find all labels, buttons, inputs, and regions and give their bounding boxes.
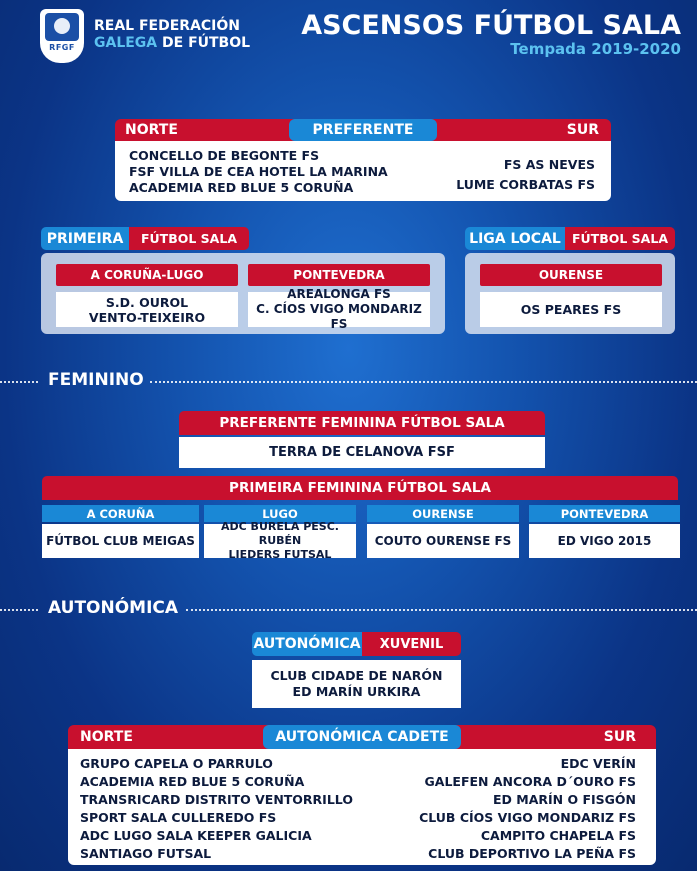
list-item: CONCELLO DE BEGONTE FS xyxy=(129,148,320,163)
cadete-norte-label: NORTE xyxy=(80,729,133,745)
list-item: AREALONGA FS xyxy=(287,287,391,301)
list-item: FÚTBOL CLUB MEIGAS xyxy=(46,534,195,548)
list-item: EDC VERÍN xyxy=(560,756,636,771)
feminina-team-box-2 xyxy=(204,520,356,561)
list-item: ADC LUGO SALA KEEPER GALICIA xyxy=(80,828,312,843)
liga-local-group-ourense: OURENSE xyxy=(480,264,662,286)
section-title-autonomica: AUTONÓMICA xyxy=(48,598,179,618)
feminina-group-a-coruna: A CORUÑA xyxy=(42,505,199,522)
cadete-sur-list xyxy=(419,755,636,863)
liga-local-label: LIGA LOCAL xyxy=(465,227,565,250)
list-item: CLUB DEPORTIVO LA PEÑA FS xyxy=(428,846,636,861)
page-title: ASCENSOS FÚTBOL SALA xyxy=(301,10,681,41)
primeira-feminina-title: PRIMEIRA FEMININA FÚTBOL SALA xyxy=(42,476,678,500)
rfgf-logo xyxy=(40,9,84,63)
preferente-card xyxy=(115,119,611,201)
shield-icon xyxy=(45,13,79,41)
list-item: S.D. OUROL xyxy=(105,294,189,310)
feminina-team-box-4 xyxy=(529,524,680,558)
primeira-group-a-coruna-lugo: A CORUÑA-LUGO xyxy=(56,264,238,286)
preferente-title: PREFERENTE xyxy=(289,119,437,141)
preferente-sur-list xyxy=(456,155,595,195)
list-item: FSF VILLA DE CEA HOTEL LA MARINA xyxy=(129,164,388,179)
list-item: ED VIGO 2015 xyxy=(557,534,652,548)
org-name-rest: DE FÚTBOL xyxy=(157,35,251,51)
divider-left-2 xyxy=(0,609,38,611)
primeira-team-box-1 xyxy=(56,292,238,327)
cadete-sur-label: SUR xyxy=(603,729,636,745)
primeira-group-pontevedra: PONTEVEDRA xyxy=(248,264,430,286)
list-item: COUTO OURENSE FS xyxy=(374,534,512,548)
list-item: ED MARÍN O FISGÓN xyxy=(493,792,636,807)
list-item: ADC BURELA PESC. RUBÉN xyxy=(221,520,339,547)
feminina-group-pontevedra: PONTEVEDRA xyxy=(529,505,680,522)
list-item: FS AS NEVES xyxy=(503,157,595,172)
list-item: LUME CORBATAS FS xyxy=(456,177,595,192)
xuvenil-sublabel: XUVENIL xyxy=(362,632,461,656)
cadete-card xyxy=(68,725,656,865)
preferente-feminina-team-box xyxy=(179,437,545,468)
list-item: TRANSRICARD DISTRITO VENTORRILLO xyxy=(80,792,353,807)
divider-left xyxy=(0,381,38,383)
xuvenil-label: AUTONÓMICA xyxy=(252,632,362,656)
logo-text: RFGF xyxy=(49,43,75,52)
liga-local-team-box xyxy=(480,292,662,327)
divider-right-2 xyxy=(186,609,697,611)
list-item: CAMPITO CHAPELA FS xyxy=(480,828,636,843)
list-item: CLUB CÍOS VIGO MONDARIZ FS xyxy=(419,810,636,825)
primeira-team-box-2 xyxy=(248,287,430,331)
season-subtitle: Tempada 2019-2020 xyxy=(510,40,681,58)
list-item: CLUB CIDADE DE NARÓN xyxy=(270,668,443,683)
list-item: ACADEMIA RED BLUE 5 CORUÑA xyxy=(80,774,305,789)
preferente-feminina-title: PREFERENTE FEMININA FÚTBOL SALA xyxy=(179,411,545,435)
list-item: TERRA DE CELANOVA FSF xyxy=(269,445,455,460)
feminina-team-box-3 xyxy=(367,524,519,558)
xuvenil-team-box xyxy=(252,660,461,708)
org-name-highlight: GALEGA xyxy=(94,35,158,51)
divider-right xyxy=(150,381,697,383)
list-item: GALEFEN ANCORA D´OURO FS xyxy=(424,774,636,789)
list-item: SANTIAGO FUTSAL xyxy=(80,846,212,861)
list-item: SPORT SALA CULLEREDO FS xyxy=(80,810,277,825)
feminina-group-lugo: LUGO xyxy=(204,505,356,522)
list-item: C. CÍOS VIGO MONDARIZ FS xyxy=(256,302,422,331)
section-title-feminino: FEMININO xyxy=(48,370,144,390)
list-item: VENTO-TEIXEIRO xyxy=(88,309,206,325)
feminina-team-box-1 xyxy=(42,524,199,558)
org-name-line2 xyxy=(94,35,250,51)
feminina-group-ourense: OURENSE xyxy=(367,505,519,522)
list-item: OS PEARES FS xyxy=(520,302,622,317)
org-name-line1: REAL FEDERACIÓN xyxy=(94,18,241,34)
list-item: ED MARÍN URKIRA xyxy=(292,684,421,699)
cadete-title: AUTONÓMICA CADETE xyxy=(263,725,461,749)
preferente-sur-label: SUR xyxy=(566,122,599,138)
liga-local-sublabel: FÚTBOL SALA xyxy=(565,227,675,250)
list-item: LIEDERS FUTSAL xyxy=(228,548,332,561)
primeira-label: PRIMEIRA xyxy=(41,227,129,250)
list-item: GRUPO CAPELA O PARRULO xyxy=(80,756,273,771)
preferente-norte-label: NORTE xyxy=(125,122,178,138)
cadete-norte-list xyxy=(80,755,353,863)
primeira-sublabel: FÚTBOL SALA xyxy=(129,227,249,250)
list-item: ACADEMIA RED BLUE 5 CORUÑA xyxy=(129,180,354,195)
preferente-norte-list xyxy=(129,148,388,196)
